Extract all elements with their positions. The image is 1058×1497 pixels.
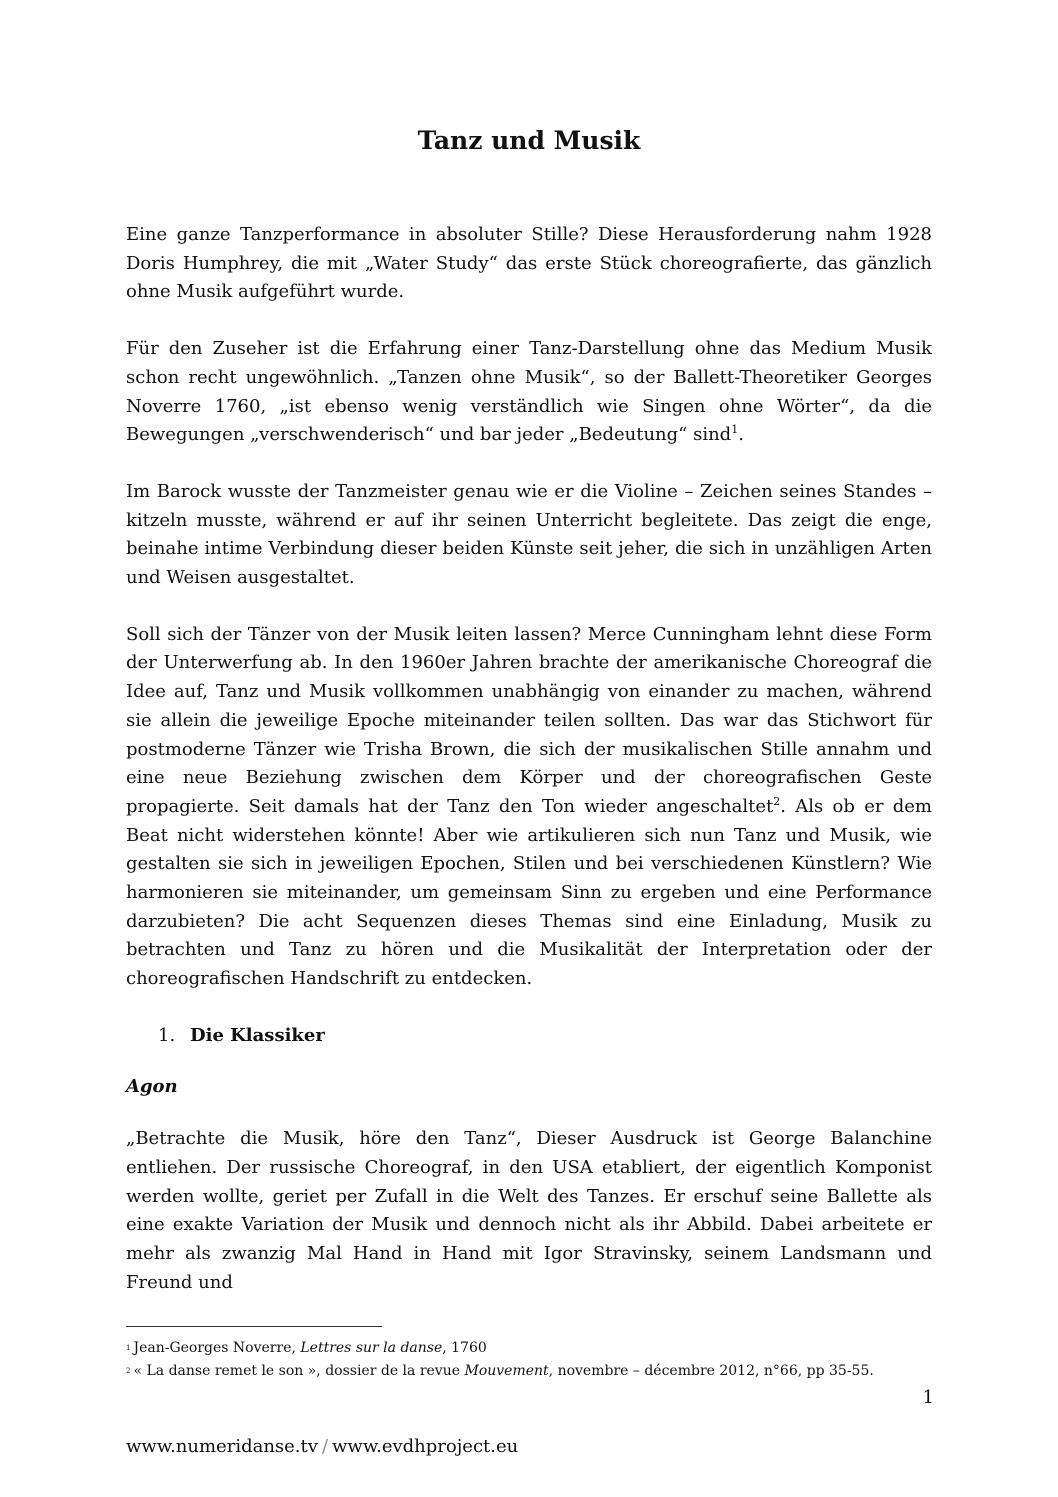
footnote-1: [126, 1337, 932, 1360]
section-number: 1.: [158, 1024, 176, 1046]
paragraph-cunningham: Soll sich der Tänzer von der Musik leiten lassen? Merce Cunningham lehnt diese Form der Unterwerfung ab. In den 1960er Jahren brachte der amerikanische Choreograf die Idee auf, Tanz und Musik vollkommen unabhängig von einander zu machen, während sie allein die jeweilige Epoche miteinander teilen sollten. Das war das Stichwort für postmoderne Tänzer wie Trisha Brown, die sich der musikalischen Stille annahm und eine neue Beziehung zwischen dem Körper und der choreografischen Geste propagierte. Seit damals hat der Tanz den Ton wieder angeschaltet$^2$. Als ob er dem Beat nicht widerstehen könnte! Aber wie artikulieren sich nun Tanz und Musik, wie gestalten sie sich in jeweiligen Epochen, Stilen und bei verschiedenen Künstlern? Wie harmonieren sie miteinander, um gemeinsam Sinn zu ergeben und eine Performance darzubieten? Die acht Sequenzen dieses Themas sind eine Einladung, Musik zu betrachten und Tanz zu hören und die Musikalität der Interpretation oder der choreografischen Handschrift zu entdecken.: [126, 623, 932, 990]
footnote-1-author: Jean-Georges Noverre,: [133, 1340, 301, 1356]
footnote-divider: [126, 1326, 382, 1327]
section-title: Die Klassiker: [190, 1024, 325, 1046]
paragraph-intro: Eine ganze Tanzperformance in absoluter Stille? Diese Herausforderung nahm 1928 Doris Humphrey, die mit „Water Study“ das erste Stück choreografierte, das gänzlich ohne Musik aufgeführt wurde.: [126, 224, 932, 303]
footnote-2-title: « La danse remet le son », dossier de la revue: [133, 1363, 465, 1379]
footnote-mark-2: 2: [126, 1367, 131, 1375]
footnote-mark-1: 1: [126, 1344, 131, 1352]
paragraph-noverre: Für den Zuseher ist die Erfahrung einer Tanz-Darstellung ohne das Medium Musik schon recht ungewöhnlich. „Tanzen ohne Musik“, so der Ballett-Theoretiker Georges Noverre 1760, „ist ebenso wenig verständlich wie Singen ohne Wörter“, da die Bewegungen „verschwenderisch“ und bar jeder „Bedeutung“ sind$^1$.: [126, 338, 932, 446]
subsection-heading: Agon: [126, 1075, 178, 1097]
footer: [126, 1436, 518, 1457]
footnote-1-work: Lettres sur la danse: [300, 1340, 443, 1356]
footer-separator: /: [321, 1436, 329, 1457]
footnote-ref-1[interactable]: 1: [731, 423, 739, 437]
paragraph-cunningham-rest: Als ob er dem Beat nicht widerstehen könnte! Aber wie artikulieren sich nun Tanz und Musik, wie gestalten sie sich in jeweiligen Epochen, Stilen und bei verschiedenen Künstlern? Wie harmonieren sie miteinander, um gemeinsam Sinn zu ergeben und eine Performance darzubieten? Die acht Sequenzen dieses Themas sind eine Einladung, Musik zu betrachten und Tanz zu hören und die Musikalität der Interpretation oder der choreografischen Handschrift zu entdecken.: [126, 795, 932, 990]
paragraph-cunningham-text: Soll sich der Tänzer von der Musik leiten lassen? Merce Cunningham lehnt diese Form der Unterwerfung ab. In den 1960er Jahren brachte der amerikanische Choreograf die Idee auf, Tanz und Musik vollkommen unabhängig von einander zu machen, während sie allein die jeweilige Epoche miteinander teilen sollten. Das war das Stichwort für postmoderne Tänzer wie Trisha Brown, die sich der musikalischen Stille annahm und eine neue Beziehung zwischen dem Körper und der choreografischen Geste propagierte. Seit damals hat der Tanz den Ton wieder angeschaltet: [126, 623, 932, 817]
paragraph-noverre-text: Für den Zuseher ist die Erfahrung einer Tanz-Darstellung ohne das Medium Musik schon recht ungewöhnlich. „Tanzen ohne Musik“, so der Ballett-Theoretiker Georges Noverre 1760, „ist ebenso wenig verständlich wie Singen ohne Wörter“, da die Bewegungen „verschwenderisch“ und bar jeder „Bedeutung“ sind: [126, 338, 932, 446]
footnote-2-journal: Mouvement: [464, 1363, 549, 1379]
paragraph-balanchine: „Betrachte die Musik, höre den Tanz“, Dieser Ausdruck ist George Balanchine entliehen. Der russische Choreograf, in den USA etabliert, der eigentlich Komponist werden wollte, geriet per Zufall in die Welt des Tanzes. Er erschuf seine Ballette als eine exakte Variation der Musik und dennoch nicht als ihr Abbild. Dabei arbeitete er mehr als zwanzig Mal Hand in Hand mit Igor Stravinsky, seinem Landsmann und Freund und: [126, 1128, 932, 1293]
footer-link-numeridanse[interactable]: www.numeridanse.tv: [126, 1436, 318, 1457]
footnotes: [126, 1337, 932, 1383]
footer-link-evdhproject[interactable]: www.evdhproject.eu: [332, 1436, 519, 1457]
document-body: [126, 221, 932, 1326]
footnote-2-details: , novembre – décembre 2012, n°66, pp 35-55.: [548, 1363, 874, 1379]
section-heading: [126, 1022, 932, 1051]
paragraph-barock: Im Barock wusste der Tanzmeister genau wie er die Violine – Zeichen seines Standes – kitzeln musste, während er auf ihr seinen Unterricht begleitete. Das zeigt die enge, beinahe intime Verbindung dieser beiden Künste seit jeher, die sich in unzähligen Arten und Weisen ausgestaltet.: [126, 480, 932, 589]
footnote-ref-2[interactable]: 2: [773, 794, 781, 808]
page-title: Tanz und Musik: [417, 126, 641, 155]
footnote-1-year: , 1760: [442, 1340, 487, 1356]
footnote-2: [126, 1360, 932, 1383]
page-number: 1: [922, 1387, 934, 1408]
